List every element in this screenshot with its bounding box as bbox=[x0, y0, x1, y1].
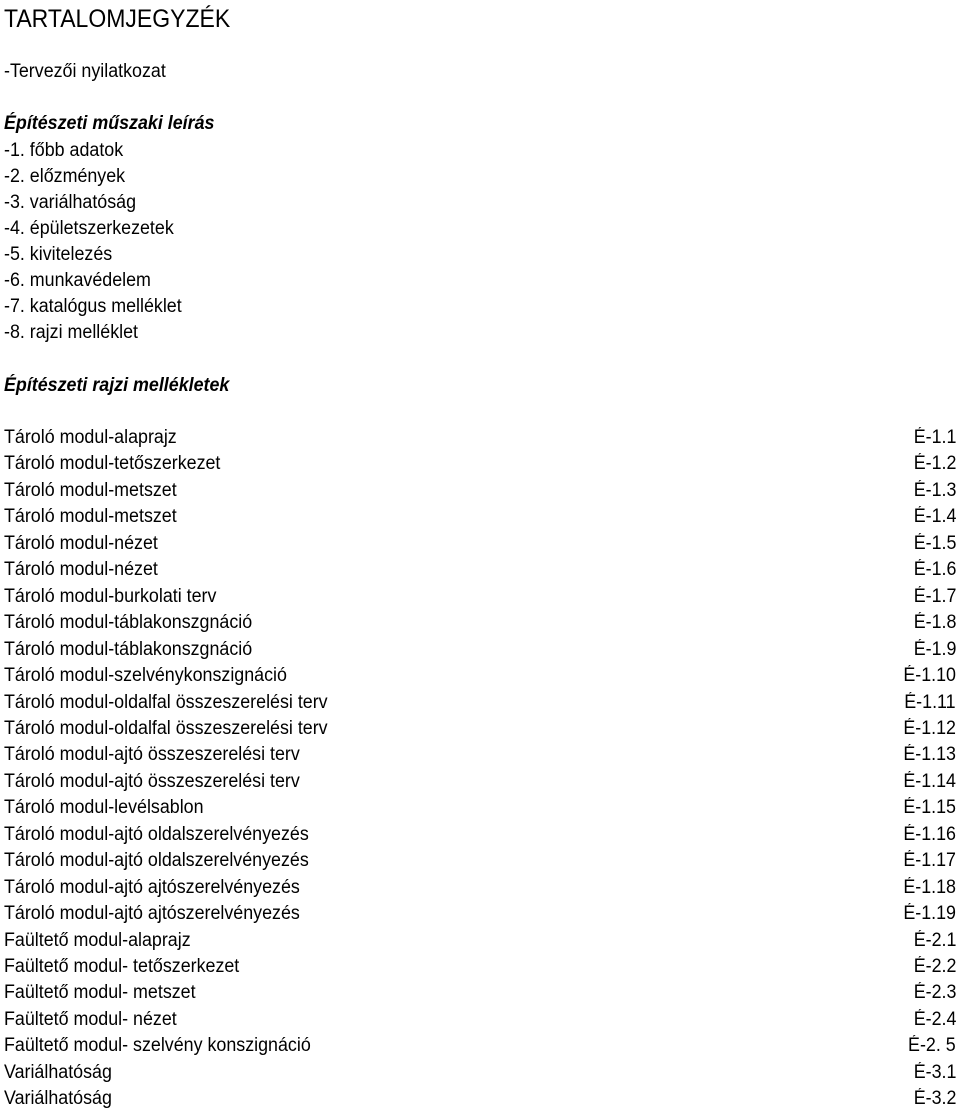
drawing-code: É-1.5 bbox=[913, 532, 956, 554]
drawing-title: Tároló modul-metszet bbox=[4, 479, 177, 501]
drawing-row bbox=[4, 610, 956, 636]
drawing-title: Tároló modul-nézet bbox=[4, 532, 158, 554]
drawing-row bbox=[4, 663, 956, 689]
drawing-code: É-3.2 bbox=[913, 1088, 956, 1110]
drawing-row bbox=[4, 478, 956, 504]
list-item: -5. kivitelezés bbox=[4, 244, 113, 265]
drawing-code: É-1.19 bbox=[903, 903, 956, 925]
drawing-row bbox=[4, 557, 956, 583]
drawing-row bbox=[4, 848, 956, 874]
drawing-code: É-1.1 bbox=[913, 427, 956, 448]
drawing-row bbox=[4, 795, 956, 821]
section-heading-technical-description: Építészeti műszaki leírás bbox=[4, 113, 215, 134]
drawing-row bbox=[4, 980, 956, 1006]
drawing-row bbox=[4, 1060, 956, 1086]
drawing-title: Faültető modul- metszet bbox=[4, 982, 196, 1004]
drawing-code: É-1.14 bbox=[903, 770, 956, 792]
drawing-title: Tároló modul-táblakonszgnáció bbox=[4, 612, 253, 634]
drawing-row bbox=[4, 637, 956, 663]
drawing-title: Variálhatóság bbox=[4, 1088, 112, 1110]
section-heading-drawing-appendices: Építészeti rajzi mellékletek bbox=[4, 375, 230, 396]
drawing-row bbox=[4, 451, 956, 477]
drawing-code: É-2.3 bbox=[913, 982, 956, 1004]
drawing-code: É-2. 5 bbox=[908, 1035, 956, 1057]
list-item: -4. épületszerkezetek bbox=[4, 218, 174, 239]
drawing-code: É-3.1 bbox=[913, 1061, 956, 1083]
drawing-row bbox=[4, 954, 956, 980]
list-item: -7. katalógus melléklet bbox=[4, 296, 182, 317]
drawing-title: Faültető modul- tetőszerkezet bbox=[4, 956, 240, 977]
drawing-row bbox=[4, 742, 956, 768]
drawing-row bbox=[4, 1007, 956, 1033]
drawing-title: Tároló modul-burkolati terv bbox=[4, 585, 217, 607]
list-item: -8. rajzi melléklet bbox=[4, 322, 138, 343]
drawing-code: É-1.7 bbox=[913, 585, 956, 607]
drawing-code: É-1.9 bbox=[913, 638, 956, 660]
drawing-code: É-1.16 bbox=[903, 823, 956, 845]
drawing-title: Tároló modul-metszet bbox=[4, 506, 177, 528]
list-item: -1. főbb adatok bbox=[4, 140, 124, 161]
drawing-title: Tároló modul-szelvénykonszignáció bbox=[4, 665, 287, 686]
drawing-row bbox=[4, 531, 956, 557]
drawing-code: É-1.11 bbox=[904, 691, 956, 713]
drawing-title: Tároló modul-ajtó ajtószerelvényezés bbox=[4, 903, 300, 925]
drawing-code: É-1.18 bbox=[903, 876, 956, 898]
drawing-row bbox=[4, 1086, 956, 1112]
drawing-row bbox=[4, 425, 956, 451]
drawing-row bbox=[4, 584, 956, 610]
drawing-row bbox=[4, 875, 956, 901]
drawing-code: É-1.2 bbox=[913, 453, 956, 475]
drawing-code: É-1.3 bbox=[913, 479, 956, 501]
drawing-code: É-1.13 bbox=[903, 744, 956, 766]
drawing-code: É-1.15 bbox=[903, 797, 956, 819]
drawing-code: É-2.1 bbox=[913, 929, 956, 951]
drawing-title: Faültető modul-alaprajz bbox=[4, 929, 191, 951]
drawing-code: É-1.4 bbox=[913, 506, 956, 528]
drawing-code: É-1.8 bbox=[913, 612, 956, 634]
drawing-row bbox=[4, 716, 956, 742]
drawing-code: É-1.6 bbox=[913, 559, 956, 581]
drawing-code: É-1.10 bbox=[903, 665, 956, 686]
drawing-row bbox=[4, 690, 956, 716]
declaration-item: -Tervezői nyilatkozat bbox=[4, 61, 166, 82]
drawing-title: Variálhatóság bbox=[4, 1061, 112, 1083]
drawing-row bbox=[4, 822, 956, 848]
drawing-row bbox=[4, 769, 956, 795]
drawing-title: Tároló modul-ajtó összeszerelési terv bbox=[4, 744, 300, 766]
drawing-row bbox=[4, 901, 956, 927]
list-item: -6. munkavédelem bbox=[4, 270, 151, 291]
drawing-title: Tároló modul-tetőszerkezet bbox=[4, 453, 221, 475]
list-item: -2. előzmények bbox=[4, 166, 126, 187]
drawing-title: Tároló modul-oldalfal összeszerelési terv bbox=[4, 718, 328, 739]
drawing-row bbox=[4, 504, 956, 530]
drawing-code: É-2.4 bbox=[913, 1008, 956, 1030]
drawing-row bbox=[4, 1033, 956, 1059]
drawing-title: Faültető modul- nézet bbox=[4, 1008, 177, 1030]
list-item: -3. variálhatóság bbox=[4, 192, 137, 213]
drawing-title: Tároló modul-alaprajz bbox=[4, 427, 177, 448]
drawing-row bbox=[4, 928, 956, 954]
drawing-title: Faültető modul- szelvény konszignáció bbox=[4, 1035, 311, 1057]
drawing-code: É-1.12 bbox=[903, 718, 956, 739]
drawing-title: Tároló modul-ajtó ajtószerelvényezés bbox=[4, 876, 300, 898]
page-title: TARTALOMJEGYZÉK bbox=[4, 5, 231, 33]
drawing-title: Tároló modul-ajtó oldalszerelvényezés bbox=[4, 850, 309, 872]
drawing-title: Tároló modul-ajtó összeszerelési terv bbox=[4, 770, 300, 792]
drawing-code: É-1.17 bbox=[903, 850, 956, 872]
drawing-title: Tároló modul-oldalfal összeszerelési terv bbox=[4, 691, 328, 713]
drawing-title: Tároló modul-nézet bbox=[4, 559, 158, 581]
drawing-title: Tároló modul-táblakonszgnáció bbox=[4, 638, 253, 660]
drawing-title: Tároló modul-levélsablon bbox=[4, 797, 204, 819]
drawing-code: É-2.2 bbox=[913, 956, 956, 977]
drawing-title: Tároló modul-ajtó oldalszerelvényezés bbox=[4, 823, 309, 845]
